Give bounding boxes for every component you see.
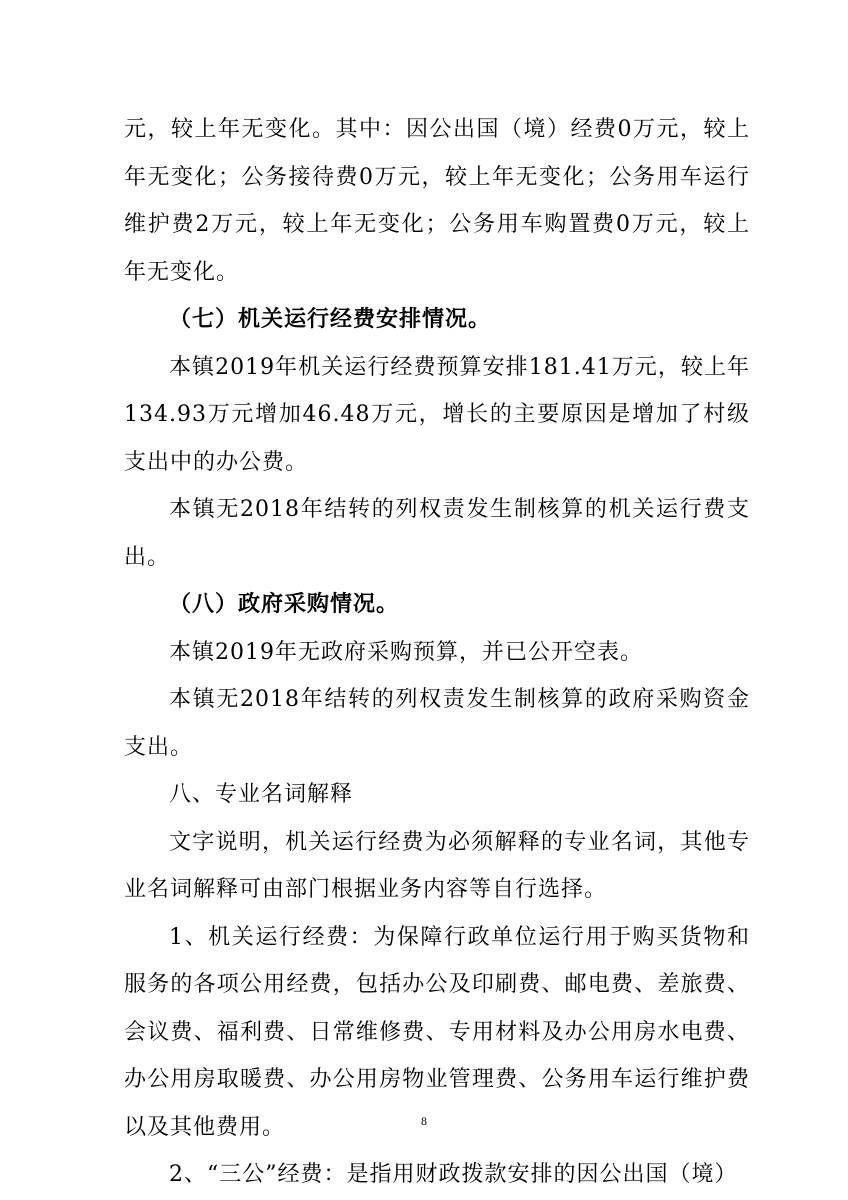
paragraph-procurement-carryover: 本镇无2018年结转的列权责发生制核算的政府采购资金支出。 [124,687,750,760]
paragraph-term-three-public: 2、“三公”经费：是指用财政拨款安排的因公出国（境） [169,1162,738,1187]
heading-operating-expenses: （七）机关运行经费安排情况。 [169,306,492,332]
page-number: 8 [421,1114,427,1128]
paragraph-operating-expenses-budget: 本镇2019年机关运行经费预算安排181.41万元，较上年134.93万元增加46.48万元，增长的主要原因是增加了村级支出中的办公费。 [124,354,750,475]
section-heading-terms: 八、专业名词解释 [169,782,354,807]
paragraph-procurement-budget: 本镇2019年无政府采购预算，并已公开空表。 [169,639,643,665]
heading-government-procurement: （八）政府采购情况。 [169,591,400,617]
paragraph-operating-expenses-carryover: 本镇无2018年结转的列权责发生制核算的机关运行费支出。 [124,497,750,570]
document-body [124,106,750,1199]
paragraph-three-public-expenses-continued: 元，较上年无变化。其中：因公出国（境）经费0万元，较上年无变化；公务接待费0万元，较上年无变化；公务用车运行维护费2万元，较上年无变化；公务用车购置费0万元，较上年无变化。 [124,117,750,285]
paragraph-terms-note: 文字说明，机关运行经费为必须解释的专业名词，其他专业名词解释可由部门根据业务内容等自行选择。 [124,829,750,902]
paragraph-term-operating-expenses: 1、机关运行经费：为保障行政单位运行用于购买货物和服务的各项公用经费，包括办公及印刷费、邮电费、差旅费、会议费、福利费、日常维修费、专用材料及办公用房水电费、办公用房取暖费、办公用房物业管理费、公务用车运行维护费以及其他费用。 [124,924,750,1140]
